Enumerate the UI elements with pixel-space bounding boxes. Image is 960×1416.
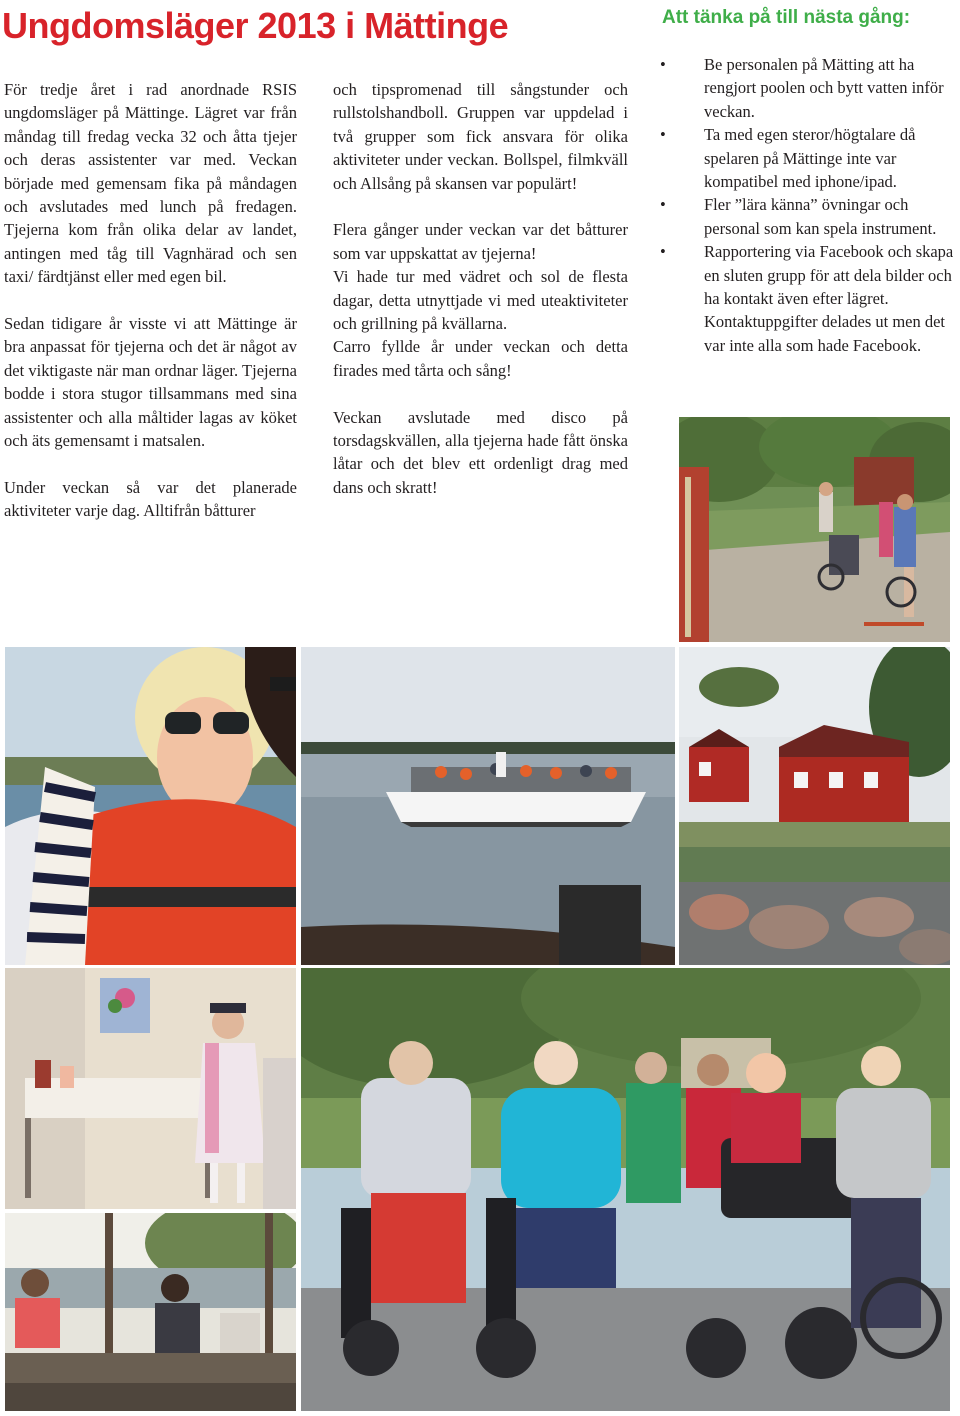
article-paragraph: Under veckan så var det planerade aktiviteter varje dag. Alltifrån båtturer — [4, 477, 297, 521]
photo-outdoor-meal — [5, 1213, 296, 1411]
article-paragraph: För tredje året i rad anordnade RSIS ungdomsläger på Mättinge. Lägret var från måndag till fredag vecka 32 och åtta tjejer och deras assistenter var med. Veckan började med gemensam fika på måndagen och avslutades med lunch på fredagen. Tjejerna kom från olika delar av landet, antingen med tåg till Vagnhärad och sen taxi/ färdtjänst eller med egen bil. — [4, 80, 297, 287]
article-paragraph: Flera gånger under veckan var det båtturer som var uppskattat av tjejerna! — [333, 220, 628, 263]
bullet-icon: • — [660, 242, 666, 262]
photo-red-houses — [679, 647, 950, 965]
photo-boat-trip — [301, 647, 675, 965]
article-column-2 — [333, 78, 628, 523]
article-column-1 — [4, 78, 297, 523]
article-paragraph: Sedan tidigare år visste vi att Mättinge är bra anpassat för tjejerna och det är något av det viktigaste när man ordnar läger. Tjejerna bodde i stora stugor tillsammans med sina assistenter och alla måltider lagas av köket och äts gemensamt i matsalen. — [4, 314, 297, 451]
sidebar-title: Att tänka på till nästa gång: — [662, 7, 911, 28]
photo-group-wheelchairs — [301, 968, 950, 1411]
tips-list-item: • Be personalen på Mätting att ha rengjort poolen och bytt vatten inför veckan. — [660, 55, 944, 121]
bullet-icon: • — [660, 125, 666, 145]
tips-list-item: • Ta med egen steror/högtalare då spelaren på Mättinge inte var kompatibel med iphone/ipad. — [660, 125, 916, 192]
photo-girl-life-vest — [5, 647, 296, 965]
article-paragraph-continued: och tipspromenad till sångstunder och rullstolshandboll. Gruppen var uppdelad i två grupper som fick ansvara för olika aktiviteter under veckan. Bollspel, filmkväll och Allsång på skansen var populärt! — [333, 80, 628, 193]
bullet-icon: • — [660, 55, 666, 74]
article-paragraph: Vi hade tur med vädret och sol de flesta dagar, detta utnyttjade vi med uteaktiviteter och grillning på kvällarna. — [333, 267, 628, 334]
tips-list-item: • Fler ”lära känna” övningar och personal som kan spela instrument. — [660, 195, 937, 238]
photo-wheelchair-activity — [679, 417, 950, 642]
photo-party-table — [5, 968, 296, 1209]
tips-list — [660, 53, 954, 357]
tips-list-item: • Rapportering via Facebook och skapa en sluten grupp för att dela bilder och ha kontakt även efter lägret. Kontaktuppgifter delades ut men det var inte alla som hade Facebook. — [660, 242, 954, 355]
article-paragraph: Veckan avslutade med disco på torsdagskvällen, alla tjejerna hade fått önska låtar och det blev ett ordenligt drag med dans och skratt! — [333, 407, 628, 497]
article-paragraph: Carro fyllde år under veckan och detta firades med tårta och sång! — [333, 337, 628, 380]
bullet-icon: • — [660, 195, 666, 215]
page-title: Ungdomsläger 2013 i Mättinge — [2, 5, 509, 46]
